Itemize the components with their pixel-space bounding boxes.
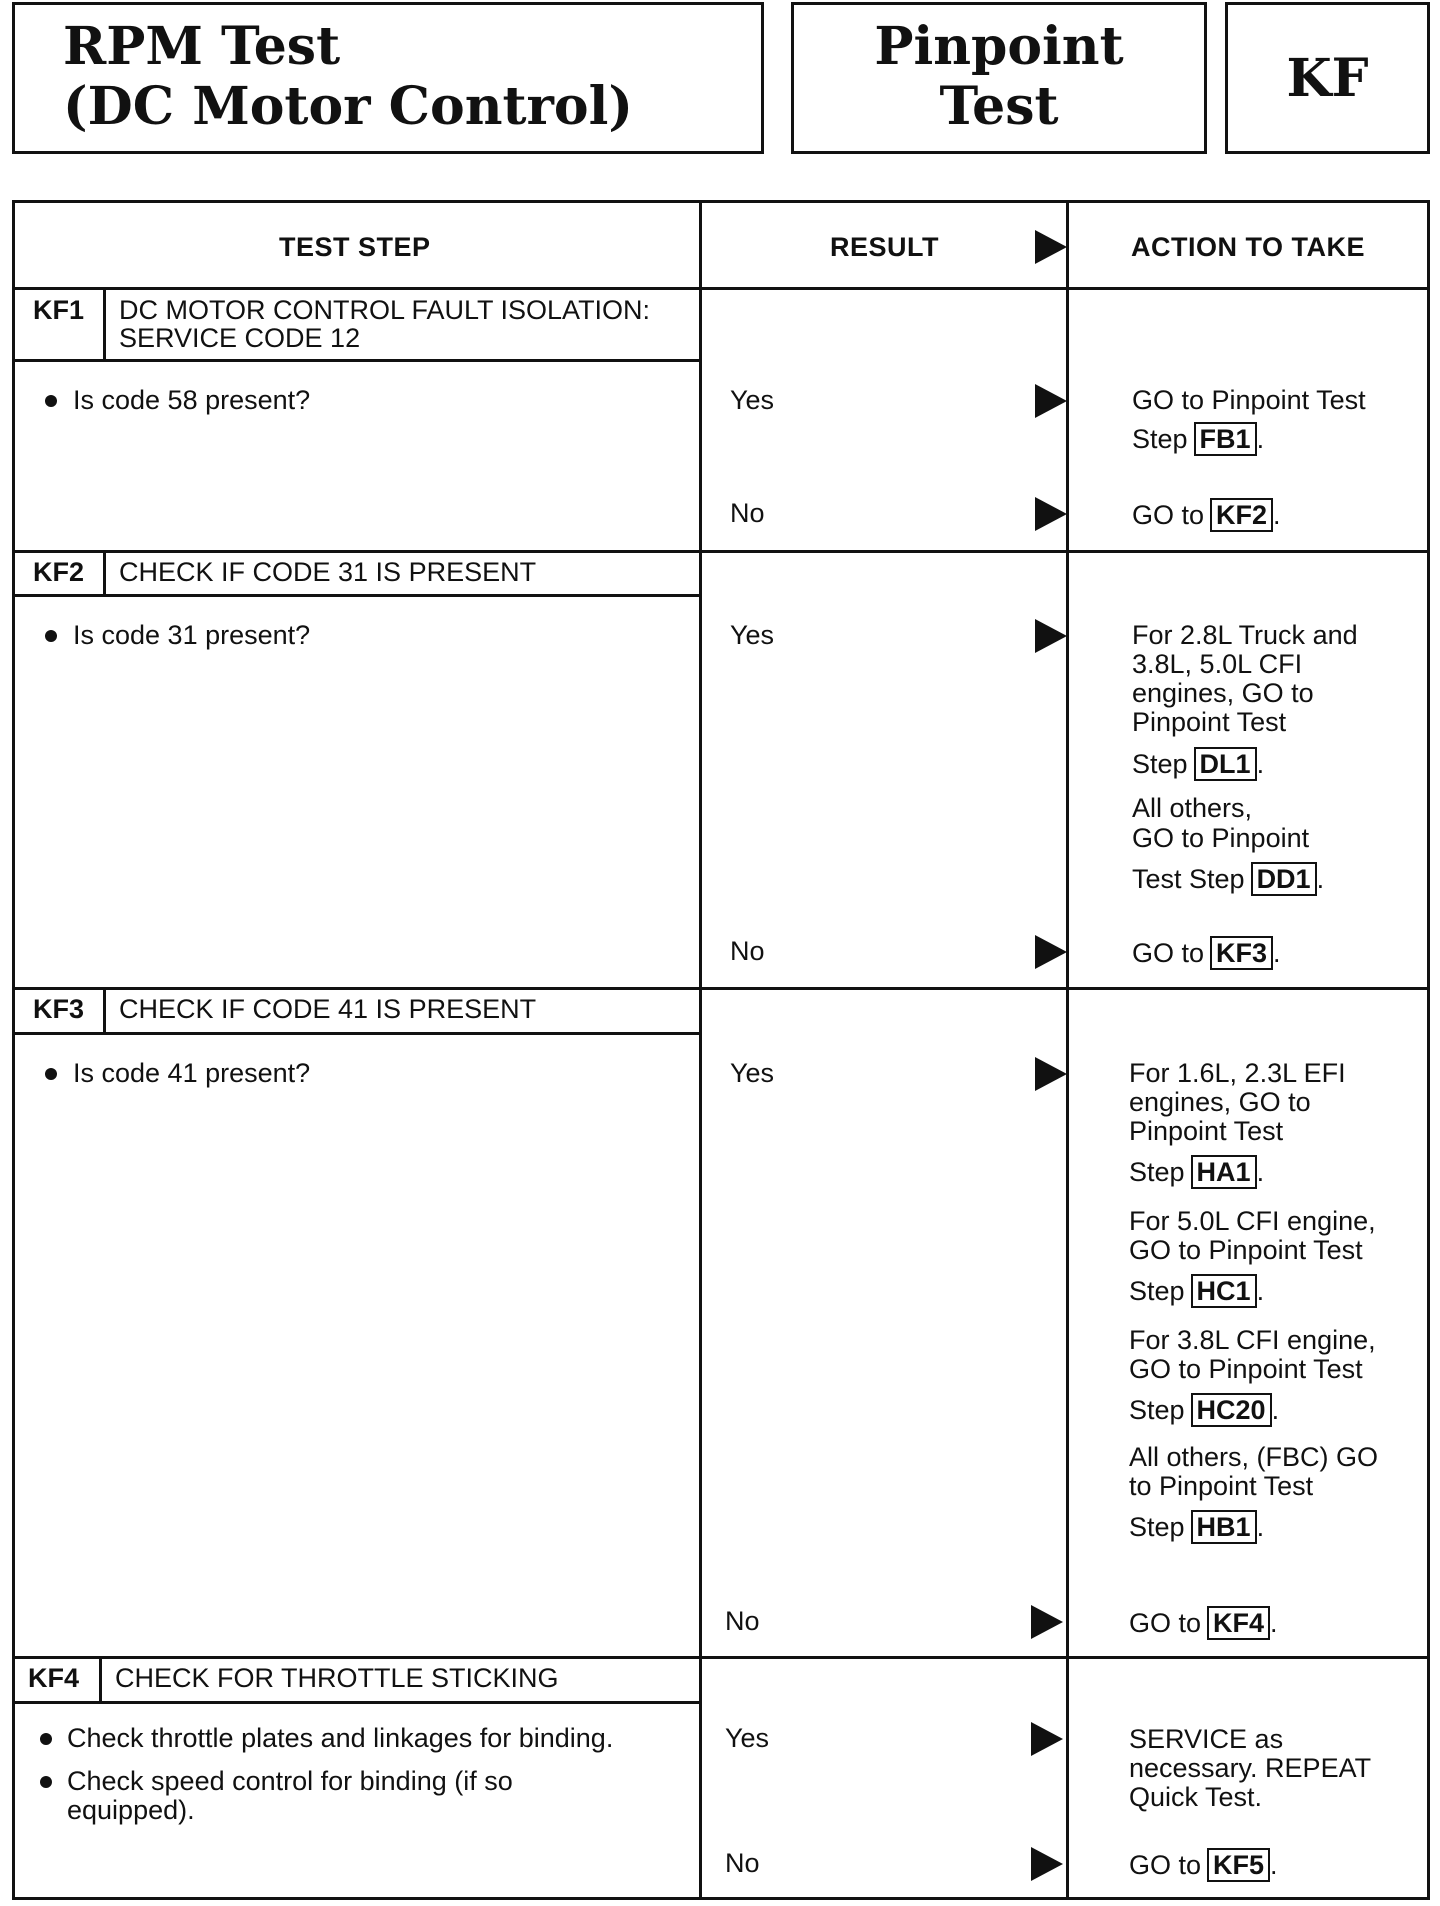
action-go-label: GO to [1132, 938, 1205, 968]
header-divider [15, 287, 1427, 290]
step-reference: HA1 [1191, 1155, 1257, 1189]
test-code: KF [1286, 48, 1369, 109]
result-yes: Yes [725, 1723, 770, 1753]
action-no [1132, 498, 1281, 532]
step-instruction: Check throttle plates and linkages for binding. [67, 1723, 614, 1753]
result-no: No [725, 1848, 760, 1878]
period: . [1256, 1157, 1265, 1187]
period: . [1271, 1395, 1280, 1425]
step-id: KF3 [33, 994, 85, 1024]
bullet-icon [45, 1068, 57, 1080]
step-id-divider [103, 550, 106, 594]
action-step-line [1129, 1393, 1279, 1427]
action-line: For 3.8L CFI engine, [1129, 1325, 1376, 1355]
step-reference: HC1 [1191, 1274, 1257, 1308]
action-line: GO to Pinpoint Test [1129, 1354, 1363, 1384]
arrow-icon [1031, 1722, 1063, 1756]
action-line: Pinpoint Test [1132, 707, 1287, 737]
action-step-line [1132, 862, 1324, 896]
action-yes-line-1: GO to Pinpoint Test [1132, 385, 1366, 415]
action-go-label: GO to [1132, 500, 1205, 530]
action-no [1129, 1848, 1278, 1882]
section-box [791, 2, 1207, 154]
step-id: KF1 [33, 295, 85, 325]
step-title: CHECK IF CODE 31 IS PRESENT [119, 557, 537, 587]
action-line: Pinpoint Test [1129, 1116, 1284, 1146]
action-step-line [1132, 747, 1264, 781]
period: . [1273, 500, 1281, 530]
period: . [1273, 938, 1281, 968]
action-go-label: GO to [1129, 1608, 1202, 1638]
step-title: CHECK FOR THROTTLE STICKING [115, 1663, 559, 1693]
step-instruction: equipped). [67, 1795, 195, 1825]
action-step-line [1129, 1510, 1264, 1544]
action-step-label: Test Step [1132, 864, 1245, 894]
action-line: All others, [1132, 793, 1253, 823]
result-yes: Yes [730, 620, 775, 650]
action-step-line [1129, 1155, 1264, 1189]
step-divider [15, 987, 1427, 990]
step-title-divider [15, 359, 699, 362]
action-step-label: Step [1132, 424, 1188, 454]
action-line: to Pinpoint Test [1129, 1471, 1314, 1501]
step-instruction: Check speed control for binding (if so [67, 1766, 513, 1796]
step-reference: KF5 [1207, 1848, 1270, 1882]
result-no: No [725, 1606, 760, 1636]
step-reference: HB1 [1191, 1510, 1257, 1544]
step-reference: FB1 [1194, 422, 1257, 456]
action-line: 3.8L, 5.0L CFI [1132, 649, 1303, 679]
page-title-line-2: (DC Motor Control) [63, 76, 633, 137]
action-line: All others, (FBC) GO [1129, 1442, 1379, 1472]
action-no [1132, 936, 1281, 970]
period: . [1316, 864, 1325, 894]
step-title: CHECK IF CODE 41 IS PRESENT [119, 994, 537, 1024]
period: . [1256, 1512, 1265, 1542]
step-question: Is code 41 present? [73, 1058, 311, 1088]
step-id-divider [103, 987, 106, 1032]
period: . [1256, 424, 1265, 454]
step-reference: KF4 [1207, 1606, 1270, 1640]
arrow-icon [1031, 1847, 1063, 1881]
arrow-icon [1035, 384, 1067, 418]
step-id-divider [99, 1656, 102, 1701]
action-step-label: Step [1129, 1395, 1185, 1425]
period: . [1256, 1276, 1265, 1306]
step-reference: KF3 [1210, 936, 1273, 970]
step-reference: HC20 [1191, 1393, 1272, 1427]
step-question: Is code 31 present? [73, 620, 311, 650]
period: . [1256, 749, 1265, 779]
action-line: GO to Pinpoint [1132, 823, 1310, 853]
arrow-icon [1035, 935, 1067, 969]
result-yes: Yes [730, 385, 775, 415]
column-divider [1066, 203, 1069, 1897]
action-go-label: GO to [1129, 1850, 1202, 1880]
bullet-icon [45, 630, 57, 642]
action-line: For 1.6L, 2.3L EFI [1129, 1058, 1346, 1088]
page-title-line-1: RPM Test [63, 16, 341, 77]
action-step-label: Step [1129, 1276, 1185, 1306]
step-question: Is code 58 present? [73, 385, 311, 415]
title-box [12, 2, 764, 154]
action-step-label: Step [1132, 749, 1188, 779]
step-title-line-1: DC MOTOR CONTROL FAULT ISOLATION: [119, 295, 651, 325]
action-line: necessary. REPEAT [1129, 1753, 1372, 1783]
code-box [1225, 2, 1430, 154]
step-reference: DD1 [1251, 862, 1317, 896]
action-line: GO to Pinpoint Test [1129, 1235, 1363, 1265]
step-id: KF4 [28, 1663, 80, 1693]
step-reference: KF2 [1210, 498, 1273, 532]
section-label-line-2: Test [939, 76, 1059, 137]
arrow-icon [1035, 497, 1067, 531]
bullet-icon [45, 395, 57, 407]
step-divider [15, 1656, 1427, 1659]
result-arrow-icon [1035, 230, 1067, 264]
result-no: No [730, 936, 765, 966]
section-label-line-1: Pinpoint [874, 16, 1124, 77]
bullet-icon [40, 1776, 52, 1788]
step-divider [15, 550, 1427, 553]
step-reference: DL1 [1194, 747, 1257, 781]
step-title-divider [15, 1032, 699, 1035]
action-line: engines, GO to [1129, 1087, 1311, 1117]
step-id-divider [103, 287, 106, 359]
action-yes-step [1132, 422, 1264, 456]
arrow-icon [1035, 1057, 1067, 1091]
step-title-divider [15, 594, 699, 597]
arrow-icon [1035, 619, 1067, 653]
column-header-result: RESULT [830, 232, 939, 262]
column-header-action: ACTION TO TAKE [1131, 232, 1365, 262]
column-divider [699, 203, 702, 1897]
arrow-icon [1031, 1605, 1063, 1639]
action-line: For 5.0L CFI engine, [1129, 1206, 1376, 1236]
pinpoint-test-table [12, 200, 1430, 1900]
action-line: SERVICE as [1129, 1724, 1284, 1754]
action-line: Quick Test. [1129, 1782, 1263, 1812]
action-line: engines, GO to [1132, 678, 1314, 708]
bullet-icon [40, 1733, 52, 1745]
action-step-label: Step [1129, 1512, 1185, 1542]
result-no: No [730, 498, 765, 528]
action-step-line [1129, 1274, 1264, 1308]
period: . [1270, 1608, 1278, 1638]
column-header-test-step: TEST STEP [279, 232, 431, 262]
step-title-line-2: SERVICE CODE 12 [119, 323, 361, 353]
action-step-label: Step [1129, 1157, 1185, 1187]
period: . [1270, 1850, 1278, 1880]
action-no [1129, 1606, 1278, 1640]
action-line: For 2.8L Truck and [1132, 620, 1358, 650]
step-id: KF2 [33, 557, 85, 587]
result-yes: Yes [730, 1058, 775, 1088]
step-title-divider [15, 1701, 699, 1704]
